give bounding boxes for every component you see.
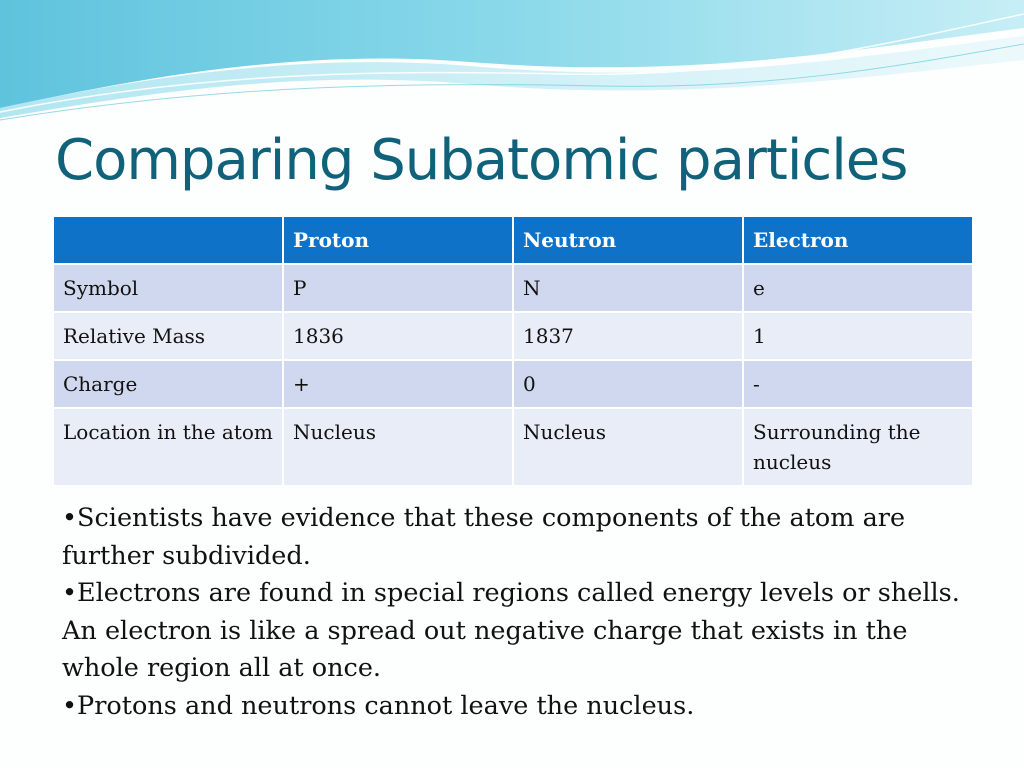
table-cell: N xyxy=(513,264,743,312)
table-cell: Symbol xyxy=(53,264,283,312)
header-wave-decoration xyxy=(0,0,1024,130)
table-row xyxy=(53,360,973,408)
table-cell: 1 xyxy=(743,312,973,360)
bullet-item: •Protons and neutrons cannot leave the nucleus. xyxy=(62,690,695,721)
header-cell-neutron: Neutron xyxy=(513,216,743,264)
table-row xyxy=(53,312,973,360)
table-cell: 1836 xyxy=(283,312,513,360)
table-cell: 1837 xyxy=(513,312,743,360)
table-cell: Nucleus xyxy=(513,408,743,486)
table-header-row xyxy=(53,216,973,264)
table-cell: Relative Mass xyxy=(53,312,283,360)
bullet-item: •Scientists have evidence that these components of the atom are further subdivided. xyxy=(62,503,906,571)
table-cell: Nucleus xyxy=(283,408,513,486)
table-cell: e xyxy=(743,264,973,312)
table-cell: 0 xyxy=(513,360,743,408)
bullet-item: •Electrons are found in special regions called energy levels or shells. An electron is like a spread out negative charge that exists in the whole region all at once. xyxy=(62,578,960,683)
header-cell-proton: Proton xyxy=(283,216,513,264)
table-cell: P xyxy=(283,264,513,312)
table-cell: Location in the atom xyxy=(53,408,283,486)
subatomic-comparison-table xyxy=(52,215,974,487)
table-cell: + xyxy=(283,360,513,408)
table-cell: - xyxy=(743,360,973,408)
table-row xyxy=(53,264,973,312)
header-cell-empty xyxy=(53,216,283,264)
bullet-notes xyxy=(62,500,992,725)
table-cell: Surrounding the nucleus xyxy=(743,408,973,486)
table-cell: Charge xyxy=(53,360,283,408)
slide-title: Comparing Subatomic particles xyxy=(55,128,908,193)
header-cell-electron: Electron xyxy=(743,216,973,264)
table-row xyxy=(53,408,973,486)
